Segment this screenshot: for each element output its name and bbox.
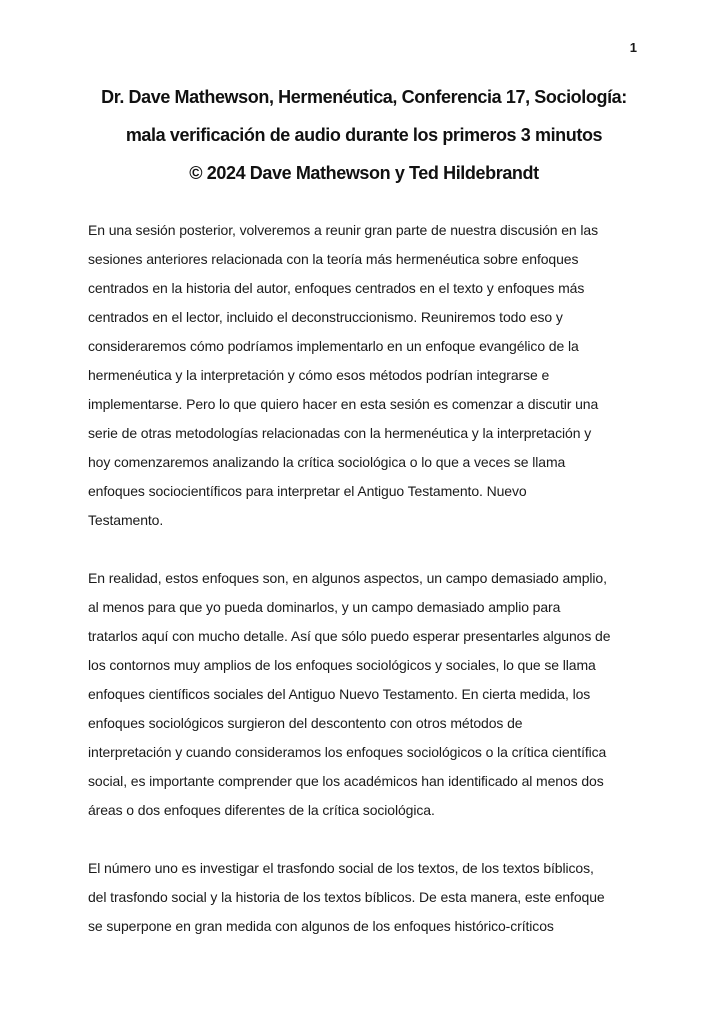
text-line: En realidad, estos enfoques son, en algunos aspectos, un campo demasiado amplio, bbox=[88, 570, 607, 586]
paragraph-1 bbox=[88, 216, 648, 535]
paragraph-3 bbox=[88, 854, 648, 941]
text-line: Testamento. bbox=[88, 512, 164, 528]
document-title bbox=[88, 78, 640, 192]
document-body bbox=[88, 216, 648, 970]
text-line: interpretación y cuando consideramos los enfoques sociológicos o la crítica científica bbox=[88, 744, 607, 760]
text-line: del trasfondo social y la historia de los textos bíblicos. De esta manera, este enfoque bbox=[88, 889, 605, 905]
text-line: áreas o dos enfoques diferentes de la crítica sociológica. bbox=[88, 802, 435, 818]
paragraph-2 bbox=[88, 564, 648, 825]
title-line-2: mala verificación de audio durante los primeros 3 minutos bbox=[125, 125, 603, 145]
text-line: los contornos muy amplios de los enfoques sociológicos y sociales, lo que se llama bbox=[88, 657, 596, 673]
text-line: centrados en la historia del autor, enfoques centrados en el texto y enfoques más bbox=[88, 280, 585, 296]
text-line: serie de otras metodologías relacionadas con la hermenéutica y la interpretación y bbox=[88, 425, 592, 441]
page-number: 1 bbox=[629, 40, 637, 55]
text-line: sesiones anteriores relacionada con la teoría más hermenéutica sobre enfoques bbox=[88, 251, 579, 267]
text-line: social, es importante comprender que los académicos han identificado al menos dos bbox=[88, 773, 604, 789]
text-line: implementarse. Pero lo que quiero hacer en esta sesión es comenzar a discutir una bbox=[88, 396, 599, 412]
text-line: se superpone en gran medida con algunos de los enfoques histórico-críticos bbox=[88, 918, 554, 934]
text-line: tratarlos aquí con mucho detalle. Así que sólo puedo esperar presentarles algunos de bbox=[88, 628, 611, 644]
text-line: hermenéutica y la interpretación y cómo esos métodos podrían integrarse e bbox=[88, 367, 550, 383]
title-line-1: Dr. Dave Mathewson, Hermenéutica, Conferencia 17, Sociología: bbox=[101, 87, 627, 107]
text-line: al menos para que yo pueda dominarlos, y un campo demasiado amplio para bbox=[88, 599, 561, 615]
title-copyright-line: © 2024 Dave Mathewson y Ted Hildebrandt bbox=[189, 163, 539, 183]
text-line: enfoques sociológicos surgieron del descontento con otros métodos de bbox=[88, 715, 523, 731]
text-line: En una sesión posterior, volveremos a reunir gran parte de nuestra discusión en las bbox=[88, 222, 598, 238]
text-line: centrados en el lector, incluido el deconstruccionismo. Reuniremos todo eso y bbox=[88, 309, 563, 325]
text-line: enfoques científicos sociales del Antiguo Nuevo Testamento. En cierta medida, los bbox=[88, 686, 591, 702]
text-line: hoy comenzaremos analizando la crítica sociológica o lo que a veces se llama bbox=[88, 454, 566, 470]
text-line: enfoques sociocientíficos para interpretar el Antiguo Testamento. Nuevo bbox=[88, 483, 527, 499]
text-line: consideraremos cómo podríamos implementarlo en un enfoque evangélico de la bbox=[88, 338, 579, 354]
text-line: El número uno es investigar el trasfondo social de los textos, de los textos bíblicos, bbox=[88, 860, 594, 876]
